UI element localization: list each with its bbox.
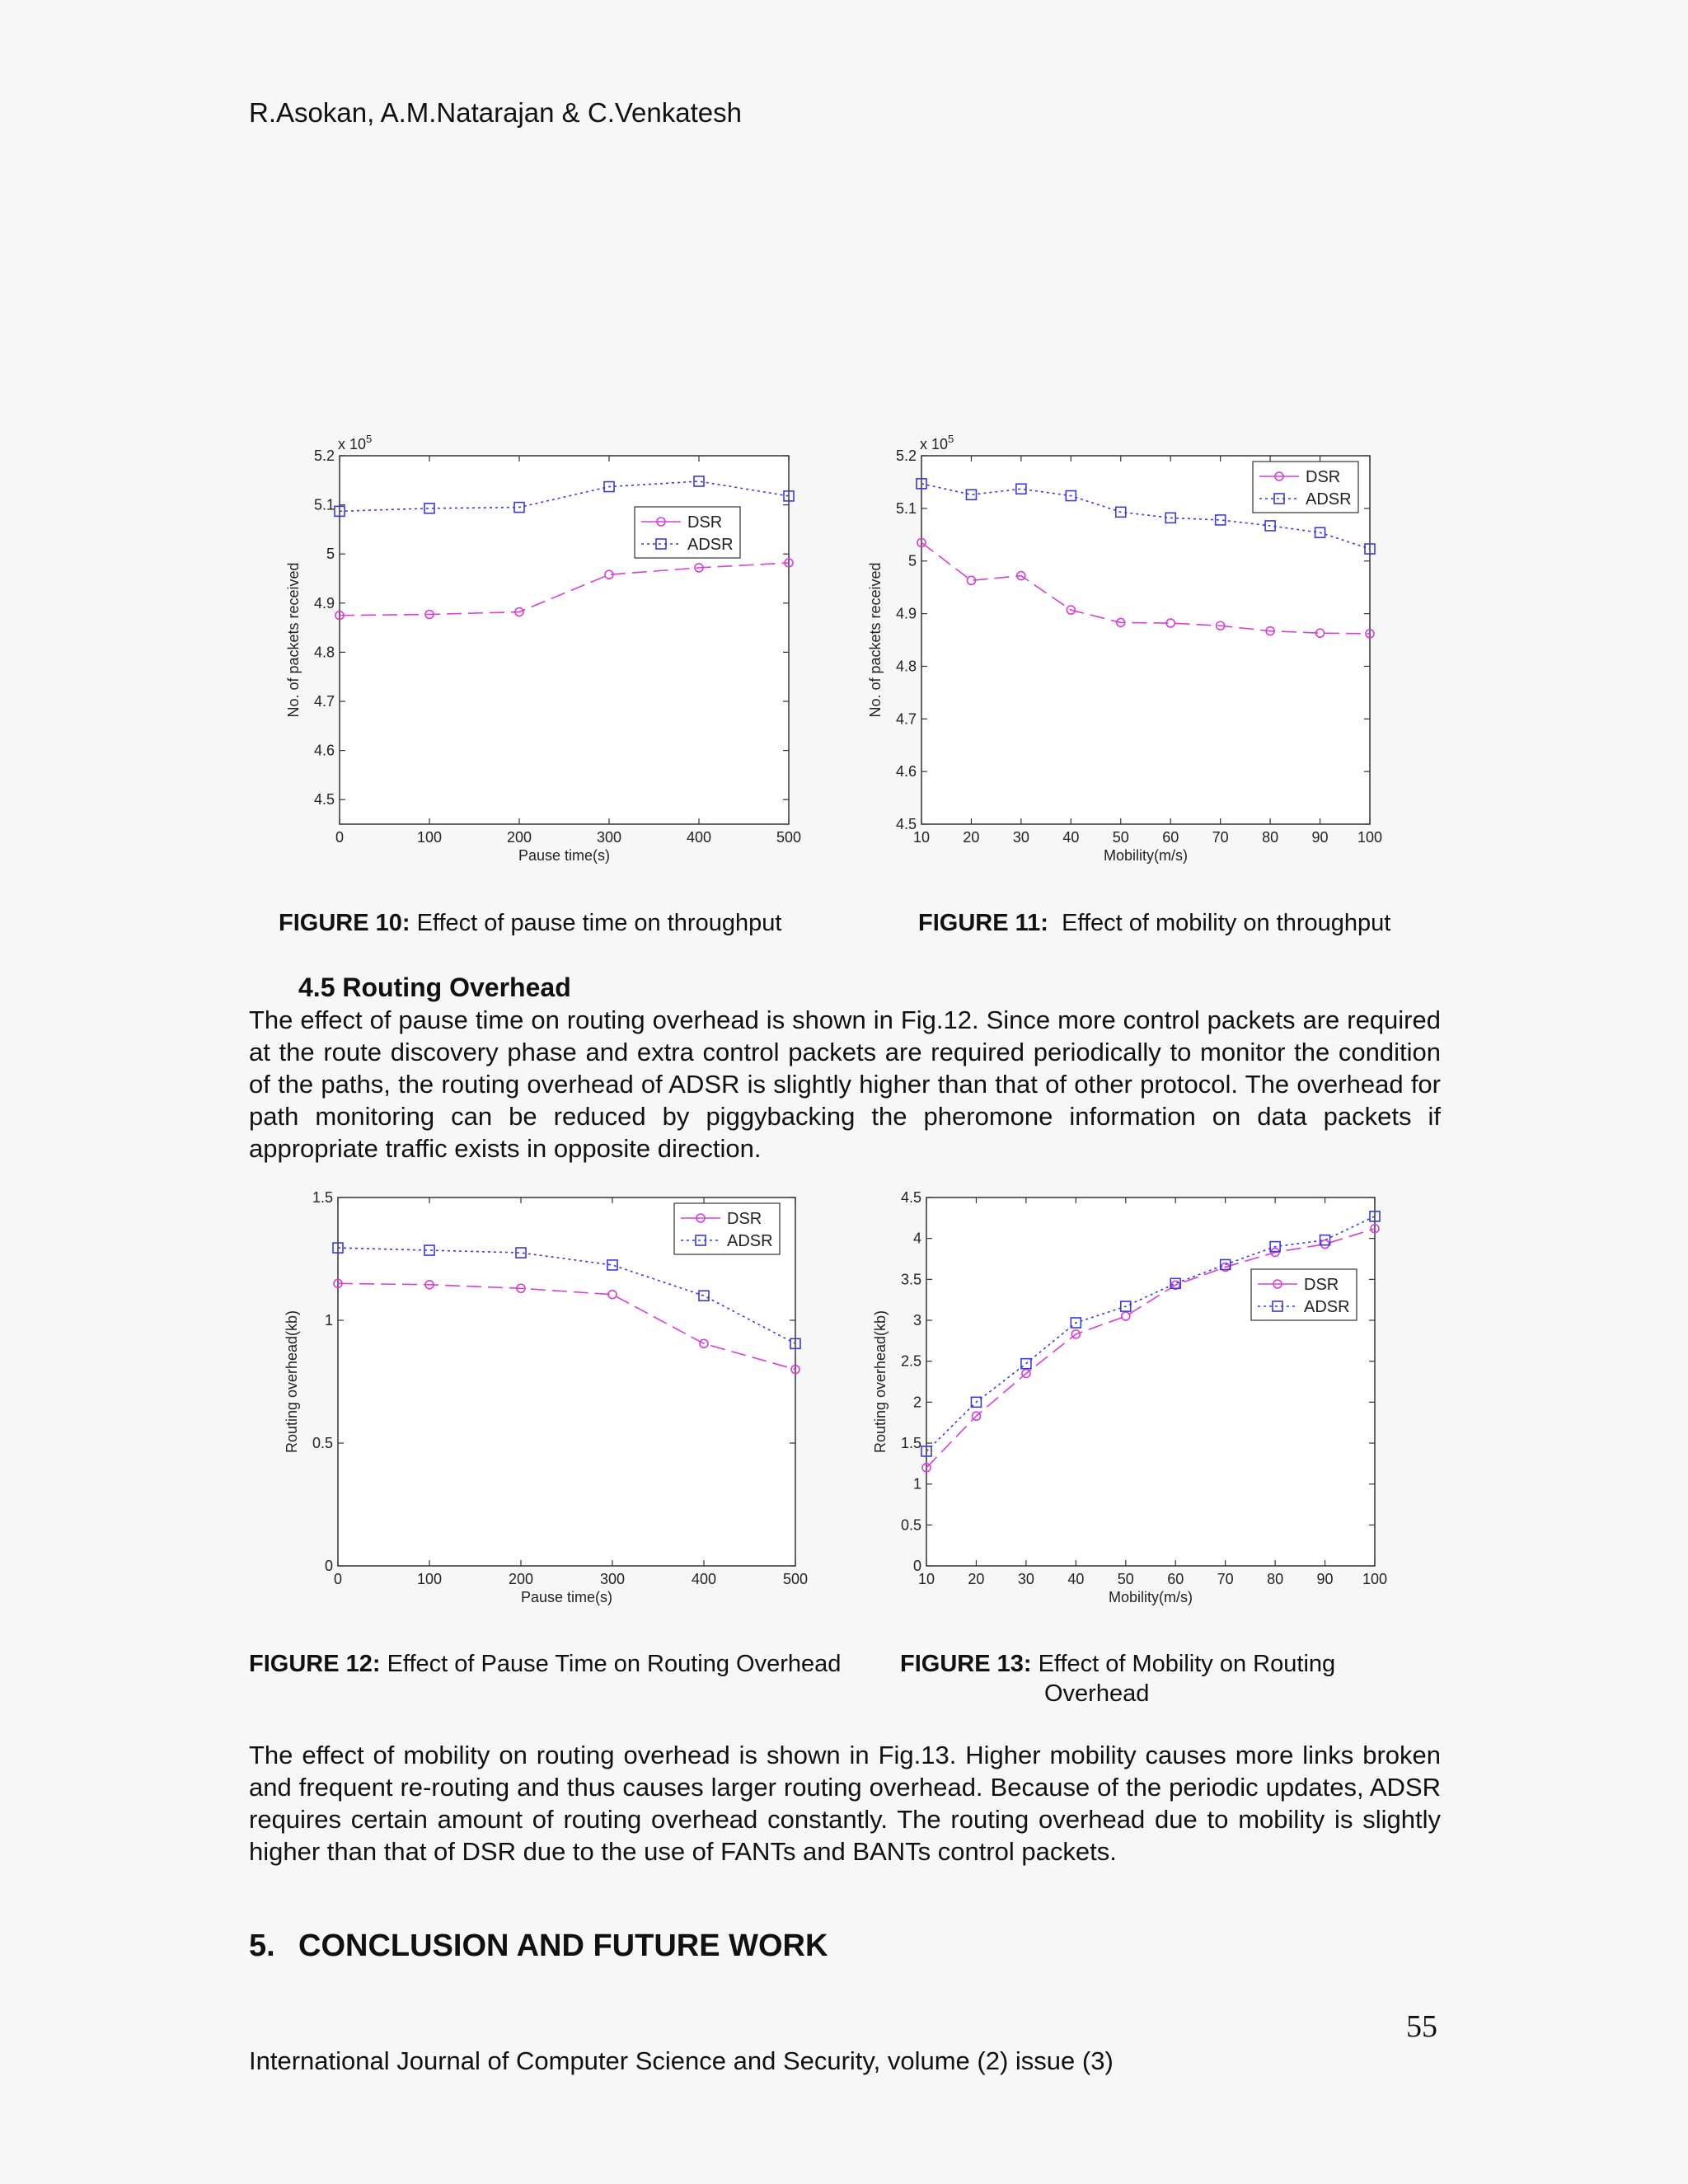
y-tick-label: 3.5 bbox=[900, 1271, 921, 1288]
y-tick-label: 4.6 bbox=[895, 763, 917, 780]
figure-13-caption bbox=[900, 1651, 1335, 1678]
y-tick-label: 1.5 bbox=[312, 1189, 333, 1206]
y-axis-title: Routing overhead(kb) bbox=[284, 1310, 300, 1454]
y-multiplier-exponent: 5 bbox=[948, 433, 954, 445]
section-heading: 4.5 Routing Overhead bbox=[298, 972, 571, 1002]
conclusion-heading bbox=[249, 1929, 828, 1964]
y-tick-label: 4.6 bbox=[313, 742, 335, 759]
y-tick-label: 0.5 bbox=[312, 1435, 333, 1451]
legend-label-adsr: ADSR bbox=[727, 1232, 773, 1250]
y-tick-label: 4.5 bbox=[313, 791, 335, 808]
y-tick-label: 5.2 bbox=[313, 448, 335, 464]
x-tick-label: 0 bbox=[335, 829, 345, 846]
y-tick-label: 1 bbox=[324, 1312, 333, 1329]
figure-13-label: FIGURE 13: bbox=[900, 1651, 1032, 1677]
x-tick-label: 100 bbox=[1362, 1571, 1388, 1587]
figure-12-caption bbox=[249, 1651, 841, 1678]
x-tick-label: 30 bbox=[1012, 829, 1029, 846]
x-tick-label: 90 bbox=[1311, 829, 1329, 846]
x-tick-label: 500 bbox=[776, 829, 802, 846]
y-tick-label: 5 bbox=[907, 552, 917, 569]
x-tick-label: 60 bbox=[1162, 829, 1179, 846]
figure-12-chart bbox=[280, 1166, 824, 1628]
paragraph-2: The effect of mobility on routing overhead is shown in Fig.13. Higher mobility causes more links broken and frequent re-routing and thus causes larger routing overhead. Because of the periodic updates, ADSR requires certain amount of routing overhead constantly. The routing overhead due to mobility is slightly higher than that of DSR due to the use of FANTs and BANTs control packets. bbox=[249, 1741, 1441, 1866]
y-tick-label: 3 bbox=[912, 1312, 921, 1329]
y-tick-label: 4.8 bbox=[895, 658, 917, 675]
x-axis-title: Mobility(m/s) bbox=[1109, 1589, 1193, 1605]
y-tick-label: 4.9 bbox=[895, 605, 917, 622]
y-tick-label: 1.5 bbox=[900, 1435, 921, 1451]
x-tick-label: 50 bbox=[1117, 1571, 1134, 1587]
y-tick-label: 5.1 bbox=[895, 499, 917, 517]
figure-12-label: FIGURE 12: bbox=[249, 1651, 381, 1677]
x-axis-title: Mobility(m/s) bbox=[1104, 847, 1188, 864]
x-tick-label: 500 bbox=[782, 1571, 809, 1587]
journal-footer: International Journal of Computer Science and Security, volume (2) issue (3) bbox=[249, 2046, 1114, 2075]
legend-label-dsr: DSR bbox=[1304, 1276, 1339, 1294]
x-tick-label: 10 bbox=[917, 1571, 935, 1587]
x-axis-title: Pause time(s) bbox=[518, 847, 611, 864]
x-tick-label: 50 bbox=[1112, 829, 1129, 846]
x-tick-label: 400 bbox=[686, 829, 712, 846]
figure-10-label: FIGURE 10: bbox=[279, 910, 410, 936]
legend-label-adsr: ADSR bbox=[1304, 1298, 1350, 1316]
paragraph-1: The effect of pause time on routing overhead is shown in Fig.12. Since more control packets are required at the route discovery phase and extra control packets are required periodically to monitor the condition of the paths, the routing overhead of ADSR is slightly higher than that of other protocol. The overhead for path monitoring can be reduced by piggybacking the pheromone information on data packets if appropriate traffic exists in opposite direction. bbox=[249, 1005, 1441, 1163]
x-tick-label: 200 bbox=[506, 829, 532, 846]
y-tick-label: 4.7 bbox=[313, 693, 335, 710]
x-tick-label: 300 bbox=[599, 1571, 626, 1587]
y-tick-label: 4.5 bbox=[895, 816, 917, 832]
conclusion-title: CONCLUSION AND FUTURE WORK bbox=[298, 1929, 828, 1963]
y-tick-label: 5.2 bbox=[895, 448, 917, 464]
y-tick-label: 2.5 bbox=[900, 1352, 921, 1370]
x-tick-label: 100 bbox=[416, 829, 443, 846]
figure-10-svg bbox=[280, 424, 824, 869]
x-tick-label: 80 bbox=[1267, 1571, 1284, 1587]
figure-10-caption bbox=[279, 910, 781, 937]
legend-label-dsr: DSR bbox=[687, 513, 723, 532]
y-axis-title: No. of packets received bbox=[285, 562, 302, 718]
y-axis-title: No. of packets received bbox=[867, 562, 884, 718]
legend-label-adsr: ADSR bbox=[687, 536, 734, 554]
y-multiplier-label: x $10^5$ bbox=[338, 433, 373, 452]
y-tick-label: 4.5 bbox=[900, 1189, 921, 1206]
figure-11-caption-text: Effect of mobility on throughput bbox=[1062, 910, 1391, 936]
figure-11-svg bbox=[857, 424, 1401, 869]
y-tick-label: 0.5 bbox=[900, 1516, 921, 1534]
x-tick-label: 90 bbox=[1316, 1571, 1334, 1587]
y-tick-label: 5.1 bbox=[313, 496, 335, 513]
y-axis-title: Routing overhead(kb) bbox=[872, 1310, 889, 1454]
x-tick-label: 400 bbox=[691, 1571, 717, 1587]
page-number: 55 bbox=[1406, 2009, 1437, 2044]
y-tick-label: 0 bbox=[912, 1558, 921, 1574]
figure-13-caption-text: Effect of Mobility on Routing bbox=[1038, 1651, 1336, 1677]
x-tick-label: 20 bbox=[968, 1571, 985, 1587]
figure-12-caption-text: Effect of Pause Time on Routing Overhead bbox=[387, 1651, 842, 1677]
x-tick-label: 20 bbox=[963, 829, 980, 846]
y-tick-label: 2 bbox=[912, 1394, 921, 1411]
x-tick-label: 100 bbox=[1357, 829, 1383, 846]
x-tick-label: 0 bbox=[333, 1571, 343, 1587]
x-tick-label: 10 bbox=[912, 829, 931, 846]
legend-label-dsr: DSR bbox=[727, 1210, 762, 1228]
x-tick-label: 300 bbox=[596, 829, 622, 846]
y-multiplier-exponent: 5 bbox=[366, 433, 373, 445]
y-tick-label: 4.8 bbox=[313, 644, 335, 661]
legend-label-adsr: ADSR bbox=[1306, 490, 1352, 509]
figure-10-caption-text: Effect of pause time on throughput bbox=[416, 910, 782, 936]
conclusion-number: 5. bbox=[249, 1929, 275, 1963]
x-tick-label: 70 bbox=[1212, 829, 1229, 846]
author-header: R.Asokan, A.M.Natarajan & C.Venkatesh bbox=[249, 97, 742, 128]
figure-13-svg bbox=[857, 1166, 1401, 1628]
plot-area bbox=[926, 1197, 1375, 1566]
y-tick-label: 0 bbox=[324, 1558, 333, 1574]
y-multiplier-label: x $10^5$ bbox=[920, 433, 954, 452]
figure-13-chart bbox=[857, 1166, 1401, 1628]
figure-11-chart bbox=[857, 424, 1401, 869]
x-tick-label: 40 bbox=[1067, 1571, 1085, 1587]
figure-12-svg bbox=[280, 1166, 824, 1628]
x-tick-label: 80 bbox=[1262, 829, 1279, 846]
x-tick-label: 200 bbox=[508, 1571, 534, 1587]
x-tick-label: 100 bbox=[416, 1571, 443, 1587]
y-tick-label: 4 bbox=[912, 1230, 921, 1247]
x-tick-label: 40 bbox=[1062, 829, 1080, 846]
x-axis-title: Pause time(s) bbox=[520, 1589, 613, 1605]
figure-11-caption bbox=[918, 910, 1390, 937]
y-tick-label: 5 bbox=[326, 546, 335, 563]
figure-11-label: FIGURE 11: bbox=[918, 910, 1048, 936]
x-tick-label: 70 bbox=[1217, 1571, 1234, 1587]
y-tick-label: 4.9 bbox=[313, 594, 335, 612]
y-tick-label: 1 bbox=[912, 1475, 921, 1493]
y-tick-label: 4.7 bbox=[895, 710, 917, 728]
figure-13-caption-line2: Overhead bbox=[1044, 1680, 1150, 1707]
x-tick-label: 30 bbox=[1017, 1571, 1034, 1587]
figure-10-chart bbox=[280, 424, 824, 869]
legend-label-dsr: DSR bbox=[1306, 468, 1341, 486]
x-tick-label: 60 bbox=[1167, 1571, 1184, 1587]
